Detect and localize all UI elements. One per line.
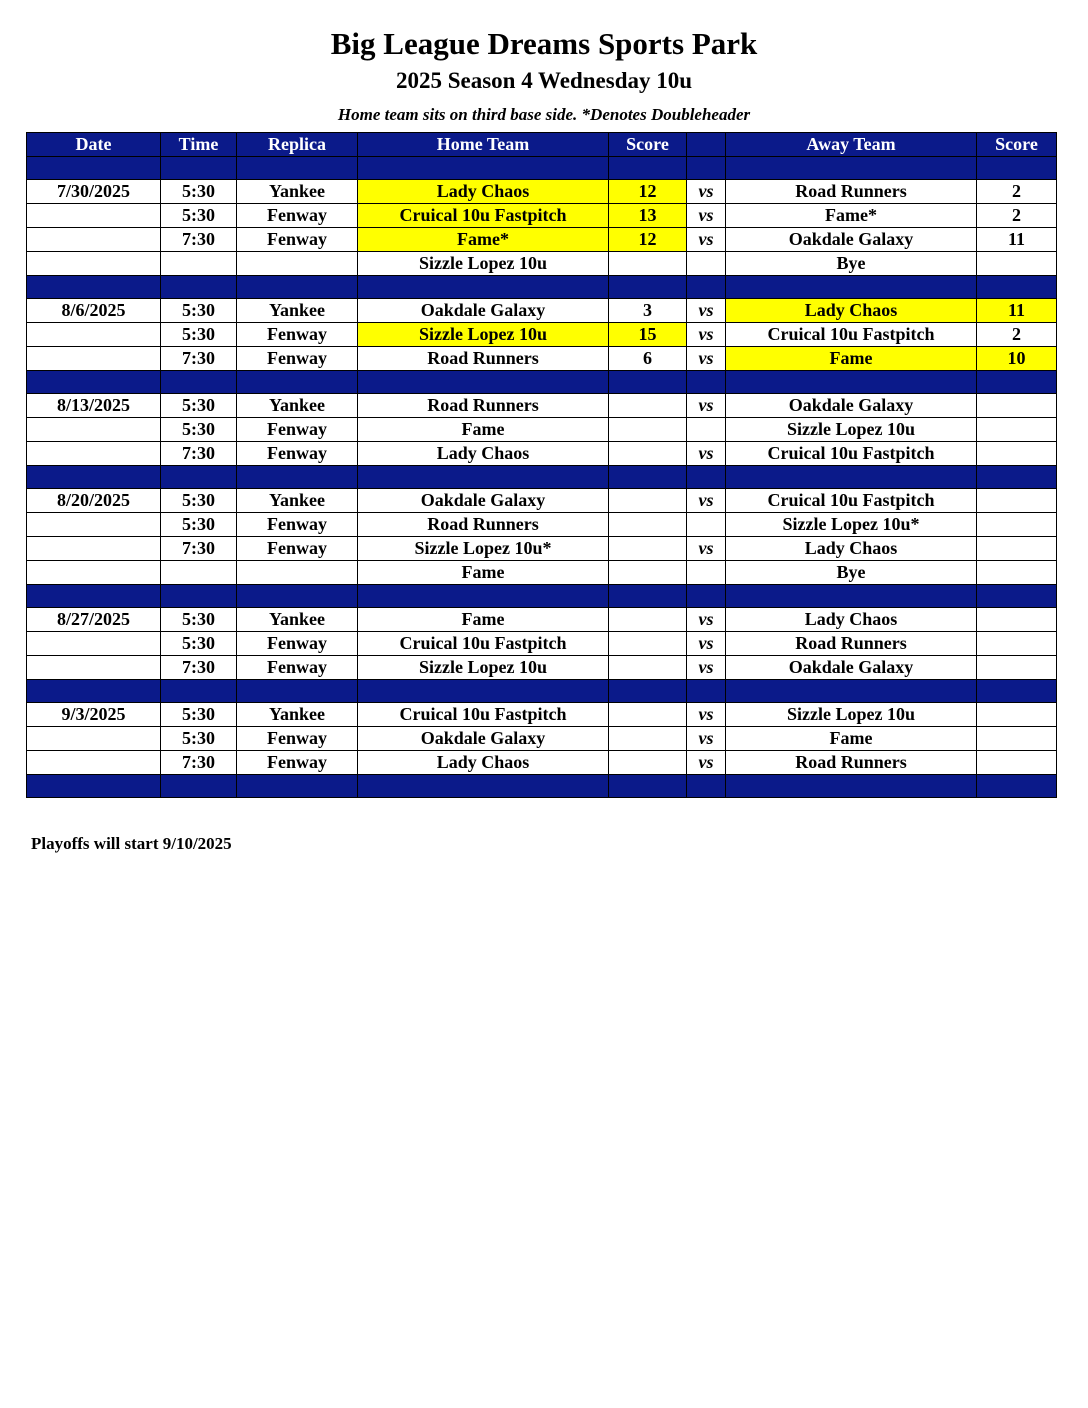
time-cell: 5:30 xyxy=(161,703,237,727)
vs-cell: vs xyxy=(687,204,726,228)
week-separator-row xyxy=(27,680,1057,703)
separator-cell xyxy=(27,371,161,394)
home-team-cell: Lady Chaos xyxy=(358,180,609,204)
home-score-cell xyxy=(609,703,687,727)
time-cell: 5:30 xyxy=(161,204,237,228)
date-cell xyxy=(27,228,161,252)
time-cell xyxy=(161,252,237,276)
away-score-cell xyxy=(977,418,1057,442)
home-team-cell: Fame xyxy=(358,608,609,632)
away-team-cell: Lady Chaos xyxy=(726,608,977,632)
separator-cell xyxy=(687,775,726,798)
separator-cell xyxy=(237,585,358,608)
vs-cell: vs xyxy=(687,608,726,632)
separator-cell xyxy=(687,680,726,703)
separator-cell xyxy=(237,466,358,489)
home-score-cell: 12 xyxy=(609,180,687,204)
vs-cell: vs xyxy=(687,442,726,466)
time-cell: 5:30 xyxy=(161,489,237,513)
away-team-cell: Lady Chaos xyxy=(726,299,977,323)
away-team-cell: Sizzle Lopez 10u xyxy=(726,418,977,442)
home-score-cell: 13 xyxy=(609,204,687,228)
game-row xyxy=(27,656,1057,680)
game-row xyxy=(27,727,1057,751)
game-row xyxy=(27,561,1057,585)
away-score-cell xyxy=(977,537,1057,561)
home-team-cell: Sizzle Lopez 10u xyxy=(358,252,609,276)
replica-cell: Yankee xyxy=(237,299,358,323)
separator-cell xyxy=(237,680,358,703)
away-team-cell: Sizzle Lopez 10u* xyxy=(726,513,977,537)
separator-cell xyxy=(687,371,726,394)
col-header-vs xyxy=(687,133,726,157)
time-cell: 5:30 xyxy=(161,323,237,347)
home-score-cell xyxy=(609,727,687,751)
time-cell: 7:30 xyxy=(161,751,237,775)
separator-cell xyxy=(27,775,161,798)
vs-cell: vs xyxy=(687,656,726,680)
game-row xyxy=(27,513,1057,537)
home-score-cell xyxy=(609,561,687,585)
time-cell: 7:30 xyxy=(161,537,237,561)
home-team-cell: Oakdale Galaxy xyxy=(358,299,609,323)
separator-cell xyxy=(237,157,358,180)
playoffs-note: Playoffs will start 9/10/2025 xyxy=(31,834,232,853)
date-cell xyxy=(27,537,161,561)
game-row xyxy=(27,537,1057,561)
col-header-replica: Replica xyxy=(237,133,358,157)
vs-cell xyxy=(687,513,726,537)
col-header-date: Date xyxy=(27,133,161,157)
away-score-cell xyxy=(977,727,1057,751)
col-header-home-team: Home Team xyxy=(358,133,609,157)
date-cell xyxy=(27,513,161,537)
away-score-cell xyxy=(977,561,1057,585)
separator-cell xyxy=(977,680,1057,703)
week-separator-row xyxy=(27,276,1057,299)
home-team-cell: Lady Chaos xyxy=(358,751,609,775)
game-row xyxy=(27,180,1057,204)
home-score-cell: 6 xyxy=(609,347,687,371)
away-team-cell: Cruical 10u Fastpitch xyxy=(726,442,977,466)
home-score-cell: 3 xyxy=(609,299,687,323)
replica-cell: Fenway xyxy=(237,632,358,656)
separator-cell xyxy=(726,466,977,489)
date-cell: 8/20/2025 xyxy=(27,489,161,513)
game-row xyxy=(27,608,1057,632)
away-score-cell xyxy=(977,608,1057,632)
separator-cell xyxy=(609,466,687,489)
home-team-cell: Cruical 10u Fastpitch xyxy=(358,204,609,228)
separator-cell xyxy=(687,157,726,180)
time-cell: 5:30 xyxy=(161,727,237,751)
game-row xyxy=(27,323,1057,347)
replica-cell: Yankee xyxy=(237,608,358,632)
page-title: Big League Dreams Sports Park xyxy=(330,26,758,61)
away-score-cell xyxy=(977,703,1057,727)
header-row xyxy=(27,133,1057,157)
game-row xyxy=(27,394,1057,418)
game-row xyxy=(27,228,1057,252)
separator-cell xyxy=(237,371,358,394)
game-row xyxy=(27,252,1057,276)
away-team-cell: Fame xyxy=(726,347,977,371)
separator-cell xyxy=(358,371,609,394)
away-score-cell: 2 xyxy=(977,204,1057,228)
away-team-cell: Oakdale Galaxy xyxy=(726,656,977,680)
game-row xyxy=(27,751,1057,775)
col-header-home-score: Score xyxy=(609,133,687,157)
separator-cell xyxy=(977,157,1057,180)
separator-cell xyxy=(161,466,237,489)
time-cell: 5:30 xyxy=(161,632,237,656)
separator-cell xyxy=(27,157,161,180)
date-cell xyxy=(27,751,161,775)
week-separator-row xyxy=(27,157,1057,180)
home-team-cell: Road Runners xyxy=(358,347,609,371)
home-team-note: Home team sits on third base side. *Denotes Doubleheader xyxy=(337,105,751,124)
vs-cell: vs xyxy=(687,323,726,347)
date-cell xyxy=(27,418,161,442)
away-score-cell xyxy=(977,751,1057,775)
replica-cell xyxy=(237,561,358,585)
separator-cell xyxy=(27,585,161,608)
away-team-cell: Cruical 10u Fastpitch xyxy=(726,323,977,347)
separator-cell xyxy=(609,585,687,608)
away-team-cell: Oakdale Galaxy xyxy=(726,228,977,252)
home-score-cell xyxy=(609,608,687,632)
separator-cell xyxy=(358,276,609,299)
vs-cell xyxy=(687,561,726,585)
home-score-cell xyxy=(609,537,687,561)
separator-cell xyxy=(726,157,977,180)
away-score-cell: 2 xyxy=(977,323,1057,347)
separator-cell xyxy=(977,276,1057,299)
date-cell: 8/6/2025 xyxy=(27,299,161,323)
week-separator-row xyxy=(27,466,1057,489)
home-team-cell: Cruical 10u Fastpitch xyxy=(358,632,609,656)
away-team-cell: Road Runners xyxy=(726,751,977,775)
home-score-cell xyxy=(609,513,687,537)
separator-cell xyxy=(726,585,977,608)
vs-cell: vs xyxy=(687,180,726,204)
separator-cell xyxy=(687,585,726,608)
away-team-cell: Bye xyxy=(726,252,977,276)
separator-cell xyxy=(726,680,977,703)
replica-cell xyxy=(237,252,358,276)
home-score-cell xyxy=(609,442,687,466)
separator-cell xyxy=(358,680,609,703)
away-score-cell xyxy=(977,513,1057,537)
away-score-cell xyxy=(977,252,1057,276)
home-score-cell xyxy=(609,252,687,276)
home-team-cell: Cruical 10u Fastpitch xyxy=(358,703,609,727)
home-score-cell: 15 xyxy=(609,323,687,347)
schedule-table xyxy=(26,132,1057,798)
vs-cell: vs xyxy=(687,228,726,252)
replica-cell: Fenway xyxy=(237,656,358,680)
game-row xyxy=(27,418,1057,442)
separator-cell xyxy=(161,371,237,394)
away-score-cell xyxy=(977,656,1057,680)
time-cell: 5:30 xyxy=(161,180,237,204)
home-score-cell xyxy=(609,751,687,775)
home-team-cell: Fame xyxy=(358,418,609,442)
replica-cell: Fenway xyxy=(237,513,358,537)
week-separator-row xyxy=(27,371,1057,394)
separator-cell xyxy=(726,371,977,394)
replica-cell: Yankee xyxy=(237,180,358,204)
date-cell xyxy=(27,632,161,656)
home-score-cell xyxy=(609,394,687,418)
away-team-cell: Fame xyxy=(726,727,977,751)
date-cell xyxy=(27,204,161,228)
vs-cell: vs xyxy=(687,394,726,418)
time-cell: 5:30 xyxy=(161,608,237,632)
time-cell: 7:30 xyxy=(161,442,237,466)
replica-cell: Fenway xyxy=(237,228,358,252)
date-cell: 9/3/2025 xyxy=(27,703,161,727)
away-score-cell: 10 xyxy=(977,347,1057,371)
vs-cell xyxy=(687,418,726,442)
game-row xyxy=(27,703,1057,727)
separator-cell xyxy=(726,775,977,798)
date-cell xyxy=(27,656,161,680)
date-cell xyxy=(27,442,161,466)
date-cell xyxy=(27,347,161,371)
away-score-cell: 11 xyxy=(977,299,1057,323)
game-row xyxy=(27,299,1057,323)
home-team-cell: Fame* xyxy=(358,228,609,252)
time-cell xyxy=(161,561,237,585)
replica-cell: Fenway xyxy=(237,347,358,371)
separator-cell xyxy=(161,585,237,608)
separator-cell xyxy=(687,276,726,299)
home-score-cell xyxy=(609,656,687,680)
home-score-cell xyxy=(609,418,687,442)
separator-cell xyxy=(977,585,1057,608)
schedule-body xyxy=(27,157,1057,798)
game-row xyxy=(27,632,1057,656)
vs-cell: vs xyxy=(687,751,726,775)
away-team-cell: Oakdale Galaxy xyxy=(726,394,977,418)
separator-cell xyxy=(609,775,687,798)
separator-cell xyxy=(358,466,609,489)
away-score-cell xyxy=(977,442,1057,466)
home-score-cell: 12 xyxy=(609,228,687,252)
game-row xyxy=(27,489,1057,513)
separator-cell xyxy=(237,276,358,299)
separator-cell xyxy=(161,680,237,703)
away-team-cell: Bye xyxy=(726,561,977,585)
home-team-cell: Road Runners xyxy=(358,394,609,418)
date-cell: 8/27/2025 xyxy=(27,608,161,632)
replica-cell: Fenway xyxy=(237,537,358,561)
time-cell: 5:30 xyxy=(161,418,237,442)
date-cell xyxy=(27,252,161,276)
time-cell: 7:30 xyxy=(161,656,237,680)
vs-cell: vs xyxy=(687,632,726,656)
date-cell xyxy=(27,561,161,585)
separator-cell xyxy=(977,371,1057,394)
away-team-cell: Lady Chaos xyxy=(726,537,977,561)
week-separator-row xyxy=(27,775,1057,798)
separator-cell xyxy=(237,775,358,798)
home-team-cell: Oakdale Galaxy xyxy=(358,727,609,751)
replica-cell: Fenway xyxy=(237,751,358,775)
col-header-away-team: Away Team xyxy=(726,133,977,157)
away-score-cell xyxy=(977,632,1057,656)
replica-cell: Fenway xyxy=(237,204,358,228)
separator-cell xyxy=(609,371,687,394)
game-row xyxy=(27,347,1057,371)
date-cell xyxy=(27,323,161,347)
away-score-cell: 11 xyxy=(977,228,1057,252)
replica-cell: Fenway xyxy=(237,727,358,751)
page-subtitle: 2025 Season 4 Wednesday 10u xyxy=(395,68,693,93)
replica-cell: Yankee xyxy=(237,394,358,418)
separator-cell xyxy=(27,276,161,299)
separator-cell xyxy=(358,157,609,180)
replica-cell: Fenway xyxy=(237,442,358,466)
time-cell: 7:30 xyxy=(161,228,237,252)
vs-cell: vs xyxy=(687,727,726,751)
separator-cell xyxy=(609,680,687,703)
date-cell: 8/13/2025 xyxy=(27,394,161,418)
vs-cell: vs xyxy=(687,703,726,727)
separator-cell xyxy=(977,466,1057,489)
date-cell: 7/30/2025 xyxy=(27,180,161,204)
home-team-cell: Sizzle Lopez 10u xyxy=(358,656,609,680)
vs-cell: vs xyxy=(687,489,726,513)
home-score-cell xyxy=(609,632,687,656)
home-team-cell: Fame xyxy=(358,561,609,585)
time-cell: 5:30 xyxy=(161,394,237,418)
home-team-cell: Oakdale Galaxy xyxy=(358,489,609,513)
time-cell: 7:30 xyxy=(161,347,237,371)
home-team-cell: Road Runners xyxy=(358,513,609,537)
away-score-cell: 2 xyxy=(977,180,1057,204)
time-cell: 5:30 xyxy=(161,513,237,537)
away-team-cell: Fame* xyxy=(726,204,977,228)
replica-cell: Yankee xyxy=(237,489,358,513)
away-score-cell xyxy=(977,394,1057,418)
home-score-cell xyxy=(609,489,687,513)
separator-cell xyxy=(161,276,237,299)
separator-cell xyxy=(27,680,161,703)
separator-cell xyxy=(358,585,609,608)
separator-cell xyxy=(161,775,237,798)
separator-cell xyxy=(687,466,726,489)
separator-cell xyxy=(27,466,161,489)
home-team-cell: Sizzle Lopez 10u* xyxy=(358,537,609,561)
date-cell xyxy=(27,727,161,751)
separator-cell xyxy=(609,157,687,180)
vs-cell: vs xyxy=(687,537,726,561)
vs-cell: vs xyxy=(687,299,726,323)
col-header-away-score: Score xyxy=(977,133,1057,157)
separator-cell xyxy=(726,276,977,299)
separator-cell xyxy=(977,775,1057,798)
col-header-time: Time xyxy=(161,133,237,157)
away-team-cell: Cruical 10u Fastpitch xyxy=(726,489,977,513)
home-team-cell: Sizzle Lopez 10u xyxy=(358,323,609,347)
separator-cell xyxy=(358,775,609,798)
away-team-cell: Road Runners xyxy=(726,180,977,204)
away-score-cell xyxy=(977,489,1057,513)
home-team-cell: Lady Chaos xyxy=(358,442,609,466)
vs-cell xyxy=(687,252,726,276)
away-team-cell: Road Runners xyxy=(726,632,977,656)
separator-cell xyxy=(161,157,237,180)
vs-cell: vs xyxy=(687,347,726,371)
week-separator-row xyxy=(27,585,1057,608)
game-row xyxy=(27,442,1057,466)
replica-cell: Fenway xyxy=(237,418,358,442)
game-row xyxy=(27,204,1057,228)
separator-cell xyxy=(609,276,687,299)
replica-cell: Yankee xyxy=(237,703,358,727)
time-cell: 5:30 xyxy=(161,299,237,323)
replica-cell: Fenway xyxy=(237,323,358,347)
away-team-cell: Sizzle Lopez 10u xyxy=(726,703,977,727)
